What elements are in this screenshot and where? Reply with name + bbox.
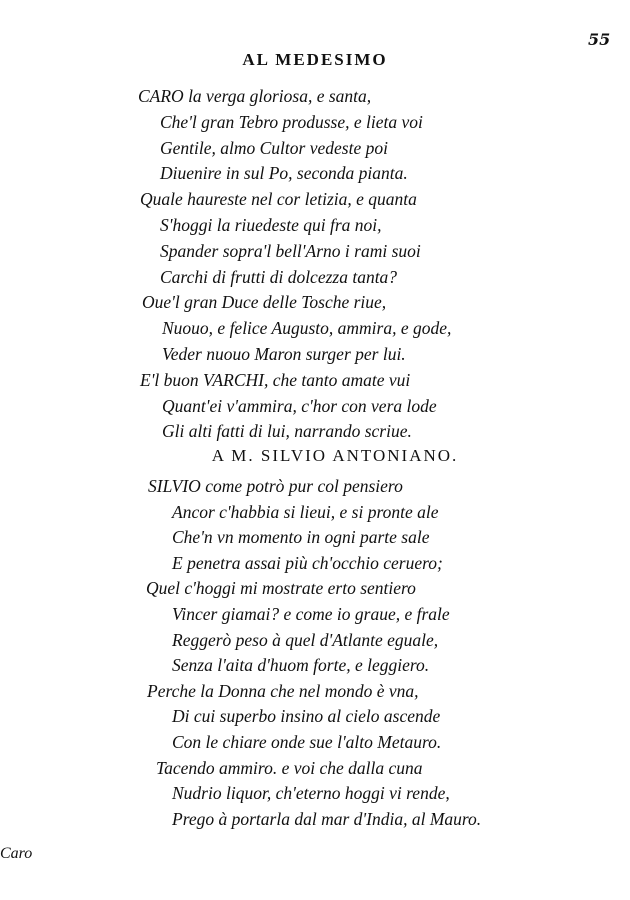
verse-line: Ancor c'habbia si lieui, e si pronte ale: [172, 501, 439, 522]
verse-line: E'l buon VARCHI, che tanto amate vui: [140, 369, 411, 390]
verse-line: Gentile, almo Cultor vedeste poi: [160, 137, 388, 158]
verse-line: Che'l gran Tebro produsse, e lieta voi: [160, 111, 423, 132]
verse-line: Vincer giamai? e come io graue, e frale: [172, 604, 450, 624]
verse-line: Quel c'hoggi mi mostrate erto sentiero: [146, 578, 416, 599]
verse-line: Reggerò peso à quel d'Atlante eguale,: [172, 629, 439, 650]
verse-line: Nudrio liquor, ch'eterno hoggi vi rende,: [172, 783, 450, 804]
verse-line: Tacendo ammiro. e voi che dalla cuna: [156, 757, 423, 778]
poem-title: AL MEDESIMO: [242, 50, 388, 69]
verse-line: Che'n vn momento in ogni parte sale: [172, 527, 430, 548]
verse-line: Veder nuouo Maron surger per lui.: [162, 344, 406, 364]
verse-line: S'hoggi la riuedeste qui fra noi,: [160, 215, 382, 235]
verse-line: Oue'l gran Duce delle Tosche riue,: [142, 292, 387, 313]
verse-line: Gli alti fatti di lui, narrando scriue.: [162, 421, 412, 442]
verse-line: Spander sopra'l bell'Arno i rami suoi: [160, 240, 421, 261]
verse-line: E penetra assai più ch'occhio ceruero;: [172, 552, 443, 573]
poem-title: A M. SILVIO ANTONIANO.: [211, 446, 459, 465]
verse-line: Quale haureste nel cor letizia, e quanta: [140, 189, 417, 210]
verse-line: CARO la verga gloriosa, e santa,: [138, 86, 372, 106]
verse-line: Di cui superbo insino al cielo ascende: [172, 706, 441, 727]
verse-line: Con le chiare onde sue l'alto Metauro.: [172, 732, 442, 752]
verse-line: SILVIO come potrò pur col pensiero: [148, 476, 403, 496]
verse-line: Nuouo, e felice Augusto, ammira, e gode,: [162, 318, 452, 339]
verse-line: Prego à portarla dal mar d'India, al Mauro.: [172, 808, 482, 829]
verse-line: Diuenire in sul Po, seconda pianta.: [160, 163, 408, 184]
catchword: Caro: [0, 845, 33, 862]
verse-line: Senza l'aita d'huom forte, e leggiero.: [172, 655, 430, 676]
page-number: 55: [588, 30, 611, 49]
verse-line: Perche la Donna che nel mondo è vna,: [147, 680, 419, 701]
verse-line: Quant'ei v'ammira, c'hor con vera lode: [162, 395, 437, 416]
verse-line: Carchi di frutti di dolcezza tanta?: [160, 266, 398, 287]
